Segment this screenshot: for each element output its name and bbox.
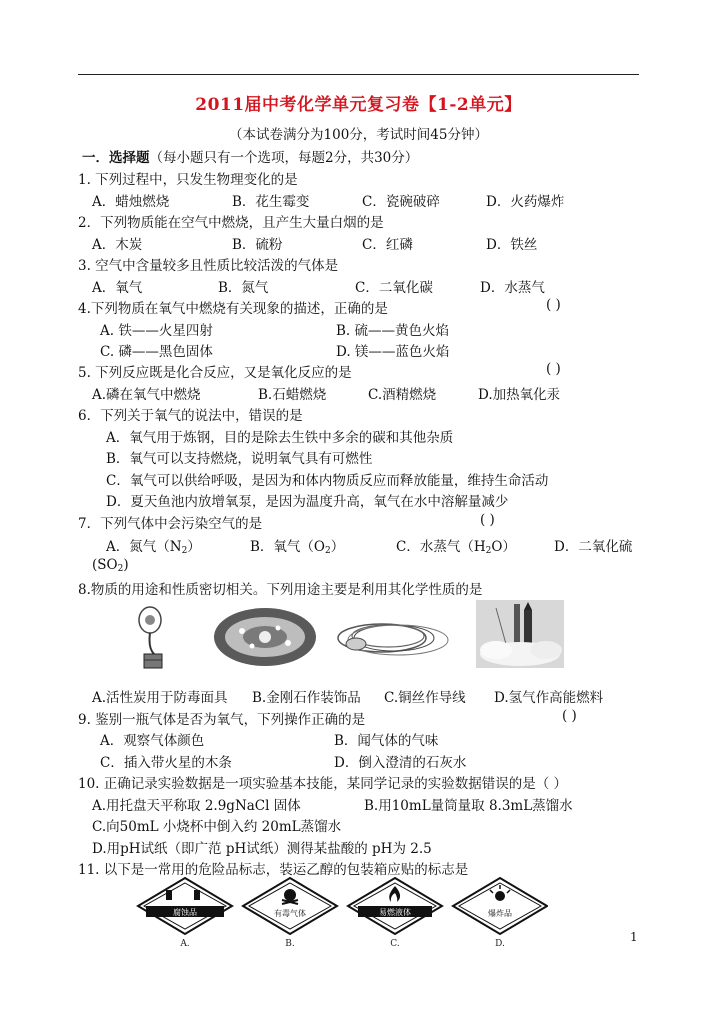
q7-a-subscript: 2: [181, 546, 188, 556]
q7-option-a: [106, 535, 201, 556]
q8-option-a: A.活性炭用于防毒面具: [92, 690, 228, 706]
q7-c-end: O）: [491, 539, 516, 555]
q7-c-text: C．水蒸气（H: [396, 539, 486, 555]
question-2-stem: 2．下列物质能在空气中燃烧，且产生大量白烟的是: [78, 215, 384, 231]
q6-option-d: D．夏天鱼池内放增氧泵，是因为温度升高，氧气在水中溶解量减少: [106, 494, 509, 510]
q1-option-c: C．瓷碗破碎: [362, 194, 440, 210]
q4-option-a: A. 铁——火星四射: [100, 323, 213, 339]
q3-option-b: B．氮气: [218, 280, 269, 296]
q7-c-subscript: 2: [485, 546, 492, 556]
q3-option-c: C．二氧化碳: [355, 280, 433, 296]
q4-option-c: C. 磷——黑色固体: [100, 344, 213, 360]
q8-option-d: D.氢气作高能燃料: [494, 690, 604, 706]
section-heading: [82, 146, 418, 166]
hazard-sign-c: [348, 878, 442, 948]
q4-option-b: B. 硫——黄色火焰: [336, 323, 450, 339]
q10-option-d: D.用pH试纸（即广范 pH试纸）测得某盐酸的 pH为 2.5: [92, 841, 432, 857]
hazard-sign-d-text: 爆炸品: [488, 909, 512, 918]
q8-option-c: C.铜丝作导线: [384, 690, 466, 706]
q7-option-d: D．二氧化硫: [554, 539, 633, 555]
q7-b-end: ）: [330, 539, 345, 555]
question-7-stem: 7．下列气体中会污染空气的是: [78, 516, 263, 532]
header-rule: [78, 74, 639, 75]
section-head: 一．选择题: [82, 150, 150, 166]
question-5-stem: 5. 下列反应既是化合反应，又是氧化反应的是: [78, 365, 352, 381]
q10-option-c: C.向50mL 小烧杯中倒入约 20mL蒸馏水: [92, 819, 342, 835]
q2-option-a: A．木炭: [92, 237, 143, 253]
q9-option-c: C．插入带火星的木条: [100, 755, 232, 771]
q7-a-end: ）: [187, 539, 201, 555]
question-4-stem: 4.下列物质在氧气中燃烧有关现象的描述，正确的是: [78, 301, 388, 317]
hazard-sign-b: [243, 878, 337, 948]
q7-answer-blank: ( ): [480, 512, 495, 528]
diamond-ornament-image: [212, 606, 318, 668]
q5-answer-blank: ( ): [546, 361, 561, 377]
page-number: 1: [630, 930, 638, 944]
hazard-sign-d: [453, 878, 547, 948]
q6-option-b: B．氧气可以支持燃烧，说明氧气具有可燃性: [106, 451, 373, 467]
q4-answer-blank: ( ): [546, 297, 561, 313]
q3-option-d: D．水蒸气: [480, 280, 545, 296]
q2-option-c: C．红磷: [362, 237, 413, 253]
q7-a-text: A．氮气（N: [106, 539, 182, 555]
q7-option-c: [396, 535, 516, 556]
copper-wire-image: [334, 614, 456, 660]
q5-option-b: B.石蜡燃烧: [258, 387, 327, 403]
q5-option-a: A.磷在氧气中燃烧: [92, 387, 201, 403]
q1-option-b: B．花生霉变: [232, 194, 310, 210]
hydrogen-rocket-image: [476, 600, 564, 668]
q7-d2-subscript: 2: [117, 564, 124, 574]
hazard-sign-c-letter: C.: [390, 939, 400, 948]
q7-b-text: B．氧气（O: [250, 539, 325, 555]
question-1-stem: 1. 下列过程中，只发生物理变化的是: [78, 172, 298, 188]
question-11-stem: 11. 以下是一常用的危险品标志，装运乙醇的包装箱应贴的标志是: [78, 862, 469, 878]
q1-option-d: D．火药爆炸: [486, 194, 565, 210]
q9-option-b: B．闻气体的气味: [334, 733, 439, 749]
q7-option-b: [250, 535, 344, 556]
hazard-signs-row: [128, 876, 548, 948]
section-note: （每小题只有一个选项，每题2分，共30分）: [149, 150, 419, 166]
question-9-stem: 9. 鉴别一瓶气体是否为氧气，下列操作正确的是: [78, 712, 366, 728]
q10-option-a: A.用托盘天平称取 2.9gNaCl 固体: [92, 798, 301, 814]
question-10-stem: 10. 正确记录实验数据是一项实验基本技能，某同学记录的实验数据错误的是（ ）: [78, 776, 568, 792]
hazard-sign-d-letter: D.: [495, 939, 505, 948]
q2-option-d: D．铁丝: [486, 237, 538, 253]
q9-option-a: A．观察气体颜色: [100, 733, 205, 749]
q3-option-a: A．氧气: [92, 280, 143, 296]
q5-option-c: C.酒精燃烧: [368, 387, 437, 403]
q5-option-d: D.加热氧化汞: [478, 387, 561, 403]
gas-mask-image: [128, 600, 178, 670]
q2-option-b: B．硫粉: [232, 237, 283, 253]
hazard-sign-a-letter: A.: [180, 939, 190, 948]
question-8-stem: 8.物质的用途和性质密切相关。下列用途主要是利用其化学性质的是: [78, 582, 483, 598]
hazard-sign-b-text: 有毒气体: [274, 909, 306, 918]
question-6-stem: 6．下列关于氧气的说法中，错误的是: [78, 408, 303, 424]
question-3-stem: 3. 空气中含量较多且性质比较活泼的气体是: [78, 258, 339, 274]
q8-option-b: B.金刚石作装饰品: [252, 690, 361, 706]
q6-option-a: A．氧气用于炼钢，目的是除去生铁中多余的碳和其他杂质: [106, 430, 454, 446]
q7-d2-text: (SO: [92, 557, 118, 573]
q10-option-b: B.用10mL量筒量取 8.3mL蒸馏水: [364, 798, 573, 814]
q9-answer-blank: ( ): [562, 708, 577, 724]
hazard-sign-a-text: 腐蚀品: [173, 908, 197, 917]
hazard-sign-a: [138, 878, 232, 948]
q7-b-subscript: 2: [325, 546, 331, 556]
q4-option-d: D. 镁——蓝色火焰: [336, 344, 450, 360]
q7-d2-end: ): [123, 557, 129, 573]
q6-option-c: C．氧气可以供给呼吸，是因为和体内物质反应而释放能量，维持生命活动: [106, 473, 549, 489]
q9-option-d: D．倒入澄清的石灰水: [334, 755, 467, 771]
page-subtitle: （本试卷满分为100分，考试时间45分钟）: [229, 127, 488, 143]
q7-option-d-formula: [92, 557, 129, 574]
hazard-sign-b-letter: B.: [285, 939, 295, 948]
page-title: 2011届中考化学单元复习卷【1-2单元】: [195, 95, 522, 115]
q1-option-a: A．蜡烛燃烧: [92, 194, 170, 210]
hazard-sign-c-text: 易燃液体: [379, 908, 411, 917]
